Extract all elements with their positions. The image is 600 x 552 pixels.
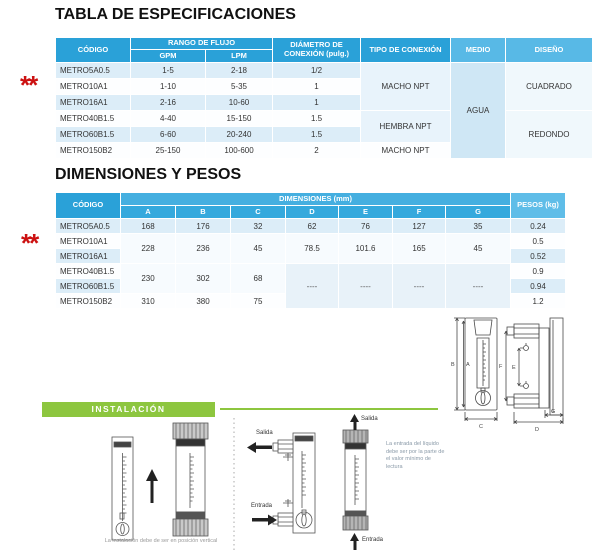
- dim-label-e: E: [512, 365, 516, 371]
- cell-diseno-merged: REDONDO: [506, 111, 593, 159]
- col-header-medio: MEDIO: [451, 38, 506, 63]
- cell: 2-18: [206, 63, 273, 79]
- cell: 1.5: [273, 127, 361, 143]
- cell: 62: [286, 219, 339, 234]
- installation-figures: [30, 413, 600, 552]
- cell-merged: 165: [393, 234, 446, 264]
- cell-dash: ----: [446, 264, 511, 309]
- dim-table-container: [55, 192, 566, 309]
- col-header-b: B: [176, 206, 231, 219]
- cell-tipo-merged: MACHO NPT: [361, 63, 451, 111]
- cell-medio-merged: AGUA: [451, 63, 506, 159]
- col-header-d: D: [286, 206, 339, 219]
- up-arrow-icon: [146, 469, 158, 503]
- dim-label-d: D: [535, 427, 539, 433]
- cell-tipo-merged: HEMBRA NPT: [361, 111, 451, 143]
- cell: 25-150: [131, 143, 206, 159]
- cell: 75: [231, 294, 286, 309]
- cell: 127: [393, 219, 446, 234]
- inlet-note: La entrada del líquido debe ser por la parte de el valor mínimo de lectura: [386, 441, 445, 470]
- cell: 1-10: [131, 79, 206, 95]
- col-header-gpm: GPM: [131, 50, 206, 63]
- col-header-diseno: DISEÑO: [506, 38, 593, 63]
- cell: 6-60: [131, 127, 206, 143]
- cell-pesos: 0.52: [511, 249, 566, 264]
- col-header-lpm: LPM: [206, 50, 273, 63]
- cell-codigo: METRO10A1: [56, 79, 131, 95]
- spec-row-asterisks: **: [20, 70, 37, 100]
- cell-codigo: METRO5A0.5: [56, 219, 121, 234]
- cell: 76: [339, 219, 393, 234]
- cell: 168: [121, 219, 176, 234]
- table-row: [56, 63, 593, 79]
- col-header-rango-flujo: RANGO DE FLUJO: [131, 38, 273, 50]
- col-header-c: C: [231, 206, 286, 219]
- cell: 1: [273, 79, 361, 95]
- cell: 1.5: [273, 111, 361, 127]
- cell: 35: [446, 219, 511, 234]
- cell: 2-16: [131, 95, 206, 111]
- cell-codigo: METRO16A1: [56, 249, 121, 264]
- entrada-up-arrow-icon: [350, 533, 359, 550]
- cell-codigo: METRO16A1: [56, 95, 131, 111]
- cell: 310: [121, 294, 176, 309]
- cell: 1: [273, 95, 361, 111]
- cell-merged: 45: [446, 234, 511, 264]
- cell-codigo: METRO40B1.5: [56, 111, 131, 127]
- table-row: [56, 264, 566, 279]
- vertical-meter-large: [173, 423, 208, 536]
- cell: 1-5: [131, 63, 206, 79]
- cell: 100-600: [206, 143, 273, 159]
- cell-diseno-merged: CUADRADO: [506, 63, 593, 111]
- dim-label-f: F: [499, 364, 503, 370]
- cell-codigo: METRO5A0.5: [56, 63, 131, 79]
- col-header-e: E: [339, 206, 393, 219]
- cell-dash: ----: [339, 264, 393, 309]
- cell-merged: 302: [176, 264, 231, 294]
- cell-merged: 236: [176, 234, 231, 264]
- cell-codigo: METRO150B2: [56, 143, 131, 159]
- col-header-diametro: DIÁMETRO DE CONEXIÓN (pulg.): [273, 38, 361, 63]
- cell-tipo: MACHO NPT: [361, 143, 451, 159]
- cell: 2: [273, 143, 361, 159]
- cell-merged: 68: [231, 264, 286, 294]
- dim-table: [55, 192, 566, 309]
- installation-divider-line: [220, 408, 438, 410]
- col-header-a: A: [121, 206, 176, 219]
- cell-codigo: METRO10A1: [56, 234, 121, 249]
- vertical-install-caption: La instalación debe de ser en posición vertical: [104, 538, 218, 544]
- salida-up-arrow-icon: [350, 414, 359, 430]
- cell-pesos: 0.9: [511, 264, 566, 279]
- col-header-codigo: CÓDIGO: [56, 38, 131, 63]
- salida-label: Salida: [361, 416, 378, 422]
- col-header-codigo: CÓDIGO: [56, 193, 121, 219]
- cell-merged: 101.6: [339, 234, 393, 264]
- cell-merged: 78.5: [286, 234, 339, 264]
- entrada-label: Entrada: [362, 537, 384, 543]
- table-row: [56, 234, 566, 249]
- installation-banner: INSTALACIÓN: [42, 402, 215, 417]
- salida-label: Salida: [256, 430, 273, 436]
- cell-pesos: 0.94: [511, 279, 566, 294]
- cell: 20-240: [206, 127, 273, 143]
- cell-codigo: METRO60B1.5: [56, 127, 131, 143]
- cell-merged: 230: [121, 264, 176, 294]
- cell-dash: ----: [286, 264, 339, 309]
- salida-arrow-icon: [247, 442, 272, 453]
- side-ported-meter: [273, 433, 315, 533]
- cell: 1/2: [273, 63, 361, 79]
- dim-label-a: A: [466, 362, 470, 368]
- cell-codigo: METRO60B1.5: [56, 279, 121, 294]
- dim-label-c: C: [479, 424, 483, 430]
- col-header-f: F: [393, 206, 446, 219]
- table-row: [56, 111, 593, 127]
- cell: 380: [176, 294, 231, 309]
- cell: 15-150: [206, 111, 273, 127]
- col-header-dimensiones: DIMENSIONES (mm): [121, 193, 511, 206]
- cell-pesos: 1.2: [511, 294, 566, 309]
- cell: 4-40: [131, 111, 206, 127]
- cell: 32: [231, 219, 286, 234]
- specs-title: TABLA DE ESPECIFICACIONES: [55, 6, 296, 23]
- dim-label-b: B: [451, 362, 455, 368]
- col-header-tipo-conexion: TIPO DE CONEXIÓN: [361, 38, 451, 63]
- cell: 176: [176, 219, 231, 234]
- table-row: [56, 219, 566, 234]
- cell: 5-35: [206, 79, 273, 95]
- cell-pesos: 0.24: [511, 219, 566, 234]
- cell-merged: 228: [121, 234, 176, 264]
- col-header-pesos: PESOS (kg): [511, 193, 566, 219]
- entrada-label: Entrada: [251, 503, 273, 509]
- col-header-g: G: [446, 206, 511, 219]
- cell-dash: ----: [393, 264, 446, 309]
- cell-merged: 45: [231, 234, 286, 264]
- vertical-meter-small: [112, 437, 133, 540]
- dim-label-g: G: [551, 409, 556, 415]
- cell-codigo: METRO40B1.5: [56, 264, 121, 279]
- cell-codigo: METRO150B2: [56, 294, 121, 309]
- spec-table: [55, 37, 593, 159]
- spec-table-container: [55, 37, 593, 159]
- side-view-plate: [550, 318, 563, 415]
- vertical-flow-meter: [343, 430, 368, 530]
- dim-row-asterisks: **: [21, 228, 38, 258]
- cell-pesos: 0.5: [511, 234, 566, 249]
- cell: 10-60: [206, 95, 273, 111]
- dims-title: DIMENSIONES Y PESOS: [55, 166, 242, 183]
